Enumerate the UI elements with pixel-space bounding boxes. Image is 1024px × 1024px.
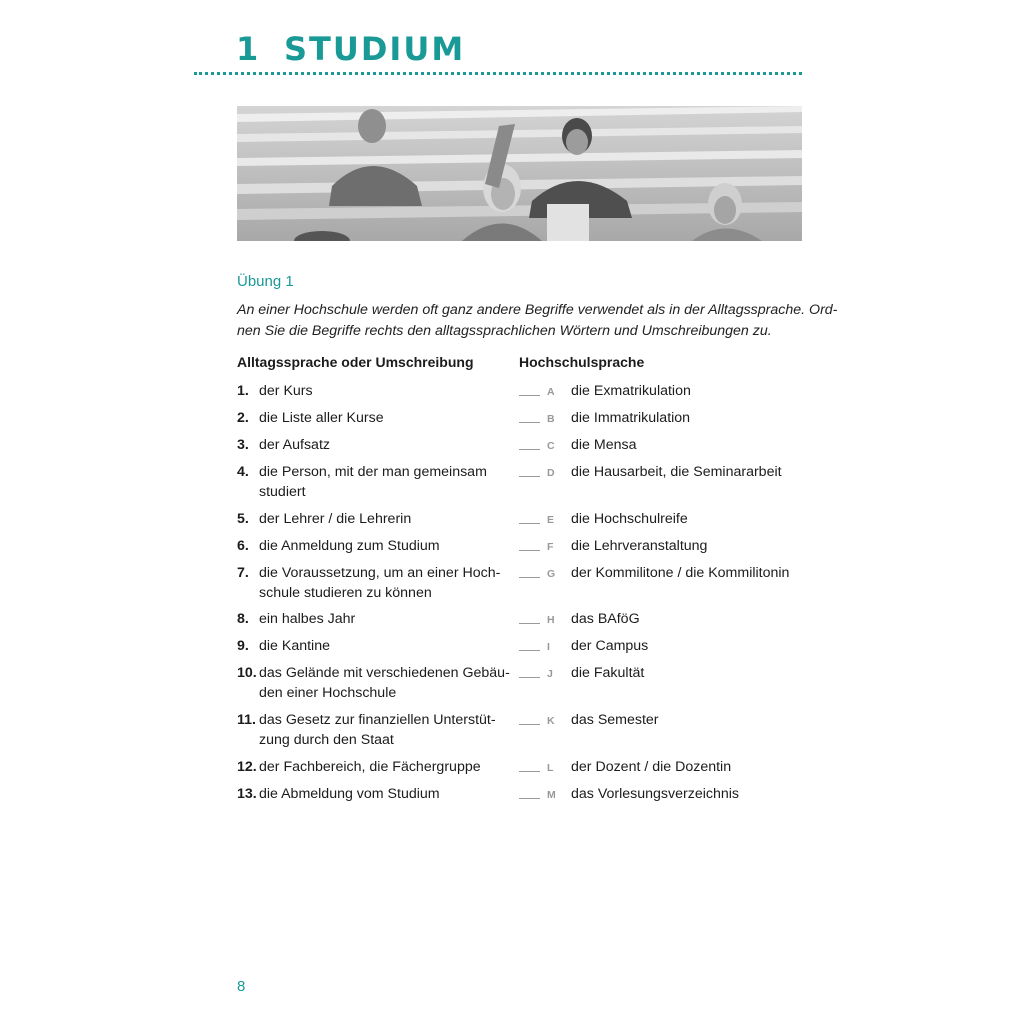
instruction-line: nen Sie die Begriffe rechts den alltagssprachlichen Wörtern und Umschreibungen zu. [237,323,772,339]
answer-blank[interactable] [519,771,540,772]
left-term-line: die Anmeldung zum Studium [259,538,440,554]
matching-row [237,663,807,705]
instruction-line: An einer Hochschule werden oft ganz andere Begriffe verwendet als in der Alltagssprache. Ord- [237,302,838,318]
option-letter: A [547,386,555,398]
answer-blank[interactable] [519,724,540,725]
everyday-term [259,757,481,777]
exercise-instruction [237,300,838,342]
item-number: 2. [237,410,249,426]
everyday-term [259,563,500,603]
answer-blank[interactable] [519,798,540,799]
university-term: die Immatrikulation [571,410,691,426]
answer-blank[interactable] [519,449,540,450]
everyday-term [259,609,355,629]
right-column-header: Hochschulsprache [519,354,645,370]
item-number: 3. [237,437,249,453]
university-term: die Fakultät [571,665,645,681]
option-letter: B [547,413,555,425]
university-term: das Semester [571,712,659,728]
option-letter: F [547,541,554,553]
left-term-line: schule studieren zu können [259,585,432,601]
university-term: die Hausarbeit, die Seminararbeit [571,464,782,480]
matching-row [237,462,807,504]
everyday-term [259,636,330,656]
answer-blank[interactable] [519,422,540,423]
students-photo-illustration [237,106,802,241]
chapter-name: STUDIUM [284,30,466,68]
item-number: 13. [237,786,257,802]
university-term: der Campus [571,638,649,654]
option-letter: E [547,514,555,526]
item-number: 4. [237,464,249,480]
answer-blank[interactable] [519,523,540,524]
answer-blank[interactable] [519,395,540,396]
item-number: 5. [237,511,249,527]
everyday-term [259,435,330,455]
left-term-line: die Person, mit der man gemeinsam [259,464,487,480]
everyday-term [259,784,440,804]
everyday-term [259,536,440,556]
item-number: 10. [237,665,257,681]
university-term: das BAföG [571,611,640,627]
university-term: die Mensa [571,437,637,453]
answer-blank[interactable] [519,577,540,578]
left-term-line: zung durch den Staat [259,732,394,748]
answer-blank[interactable] [519,677,540,678]
option-letter: C [547,440,555,452]
page-number: 8 [237,978,246,995]
everyday-term [259,663,510,703]
item-number: 1. [237,383,249,399]
item-number: 7. [237,565,249,581]
university-term: das Vorlesungsverzeichnis [571,786,739,802]
dotted-divider [194,72,802,75]
left-term-line: der Kurs [259,383,313,399]
left-term-line: die Kantine [259,638,330,654]
item-number: 6. [237,538,249,554]
option-letter: J [547,668,553,680]
university-term: der Kommilitone / die Kommilitonin [571,565,790,581]
everyday-term [259,408,384,428]
option-letter: I [547,641,550,653]
everyday-term [259,710,496,750]
left-term-line: das Gelände mit verschiedenen Gebäu- [259,665,510,681]
lecture-hall-photo [237,106,802,241]
option-letter: M [547,789,556,801]
option-letter: G [547,568,556,580]
answer-blank[interactable] [519,650,540,651]
option-letter: D [547,467,555,479]
item-number: 8. [237,611,249,627]
option-letter: L [547,762,554,774]
left-term-line: der Lehrer / die Lehrerin [259,511,412,527]
left-column-header: Alltagssprache oder Umschreibung [237,354,474,370]
left-term-line: die Abmeldung vom Studium [259,786,440,802]
left-term-line: ein halbes Jahr [259,611,356,627]
everyday-term [259,381,313,401]
left-term-line: die Liste aller Kurse [259,410,384,426]
option-letter: H [547,614,555,626]
item-number: 12. [237,759,257,775]
university-term: die Hochschulreife [571,511,688,527]
everyday-term [259,509,411,529]
chapter-title [236,30,465,68]
university-term: die Lehrveranstaltung [571,538,708,554]
chapter-number: 1 [236,30,261,68]
matching-row [237,710,807,752]
answer-blank[interactable] [519,550,540,551]
exercise-heading: Übung 1 [237,273,294,290]
left-term-line: die Voraussetzung, um an einer Hoch- [259,565,501,581]
option-letter: K [547,715,555,727]
answer-blank[interactable] [519,476,540,477]
university-term: der Dozent / die Dozentin [571,759,732,775]
matching-row [237,784,807,826]
left-term-line: das Gesetz zur finanziellen Unterstüt- [259,712,496,728]
item-number: 11. [237,712,256,728]
left-term-line: den einer Hochschule [259,685,397,701]
left-term-line: der Fachbereich, die Fächergruppe [259,759,481,775]
everyday-term [259,462,487,502]
university-term: die Exmatrikulation [571,383,691,399]
answer-blank[interactable] [519,623,540,624]
matching-row [237,563,807,605]
left-term-line: studiert [259,484,306,500]
left-term-line: der Aufsatz [259,437,330,453]
item-number: 9. [237,638,249,654]
